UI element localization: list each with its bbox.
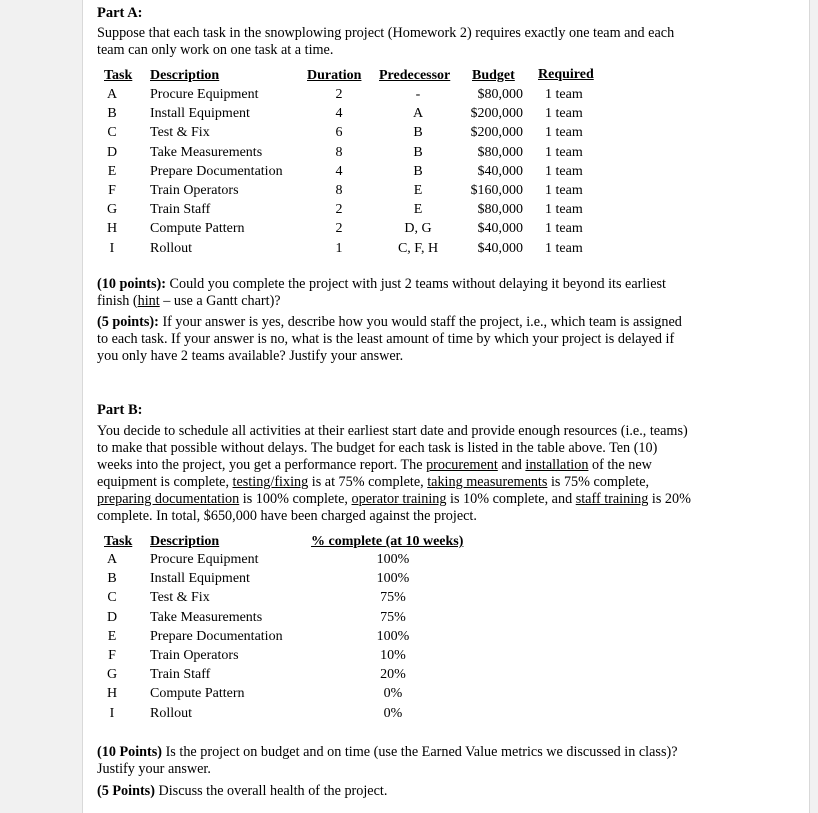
cell-task: D: [106, 609, 118, 625]
cell-description: Install Equipment: [150, 571, 250, 587]
cell-complete: 0%: [383, 705, 403, 721]
cell-task: H: [106, 221, 118, 237]
intro-line: team can only work on one task at a time.: [97, 42, 334, 58]
cell-task: D: [106, 144, 118, 160]
cell-task: C: [107, 125, 117, 141]
text: and: [497, 457, 526, 473]
part-b-question-2: [97, 783, 712, 800]
question-text: you only have 2 teams available? Justify your answer.: [97, 348, 404, 364]
cell-description: Prepare Documentation: [150, 163, 283, 179]
cell-task: F: [108, 648, 116, 663]
cell-predecessor: B: [413, 144, 423, 160]
cell-complete: 20%: [380, 667, 406, 683]
paragraph-line: complete. In total, $650,000 have been charged against the project.: [97, 508, 477, 524]
cell-description: Procure Equipment: [150, 552, 259, 567]
cell-description: Train Operators: [150, 183, 239, 198]
underlined-text: preparing documentation: [97, 491, 240, 507]
cell-duration: 8: [335, 183, 343, 198]
part-a-intro: [97, 25, 712, 59]
cell-task: B: [107, 571, 117, 587]
question-text: Discuss the overall health of the project.: [154, 783, 388, 799]
cell-duration: 2: [335, 87, 343, 102]
text: is 20%: [648, 491, 691, 507]
part-b-paragraph: [97, 423, 722, 525]
cell-predecessor: C, F, H: [397, 240, 439, 256]
cell-budget: $200,000: [470, 106, 523, 122]
cell-description: Compute Pattern: [150, 686, 245, 702]
hint-text: hint: [137, 293, 160, 309]
points-label: (5 points):: [97, 314, 159, 330]
text: weeks into the project, you get a performance report. The: [97, 457, 427, 473]
cell-predecessor: A: [412, 106, 424, 122]
text: equipment is complete,: [97, 474, 233, 490]
question-text: Is the project on budget and on time (use the Earned Value metrics we discussed in class)?: [162, 744, 678, 760]
question-text: Could you complete the project with just 2 teams without delaying it beyond its earliest: [169, 276, 667, 292]
col-header-duration: Duration: [307, 68, 362, 83]
cell-complete: 100%: [376, 628, 410, 644]
col-header-description: Description: [150, 68, 220, 83]
question-text: If your answer is yes, describe how you would staff the project, i.e., which team is assigned: [162, 314, 682, 330]
cell-required: 1 team: [545, 87, 583, 102]
cell-duration: 8: [335, 144, 343, 160]
part-b-question-1: [97, 744, 712, 778]
points-label: (10 Points): [97, 744, 163, 760]
text: of the new: [588, 457, 652, 473]
cell-description: Compute Pattern: [150, 221, 245, 237]
part-a-question-2: [97, 314, 712, 365]
cell-task: E: [107, 628, 117, 644]
col-header-task: Task: [104, 68, 133, 83]
cell-predecessor: B: [413, 125, 423, 141]
cell-predecessor: E: [413, 202, 423, 218]
cell-task: I: [109, 240, 115, 256]
question-text: Justify your answer.: [97, 761, 211, 777]
cell-duration: 4: [335, 106, 343, 122]
cell-budget: $200,000: [470, 125, 523, 141]
cell-description: Procure Equipment: [150, 87, 259, 102]
cell-required: 1 team: [545, 125, 583, 141]
cell-duration: 6: [335, 125, 343, 141]
text: is 100% complete,: [239, 491, 352, 507]
part-b-heading: Part B:: [97, 402, 143, 418]
question-text: to each task. If your answer is no, what is the least amount of time by which your project is delayed if: [97, 331, 675, 347]
cell-description: Rollout: [150, 240, 193, 256]
cell-description: Train Operators: [150, 648, 239, 663]
cell-task: E: [107, 163, 117, 179]
cell-budget: $80,000: [477, 87, 523, 102]
cell-task: B: [107, 106, 117, 122]
cell-description: Take Measurements: [150, 144, 263, 160]
cell-task: I: [109, 705, 115, 721]
cell-description: Prepare Documentation: [150, 628, 283, 644]
cell-duration: 2: [335, 221, 343, 237]
cell-description: Train Staff: [150, 667, 211, 683]
cell-task: H: [106, 686, 118, 702]
cell-required: 1 team: [545, 106, 583, 122]
cell-task: C: [107, 590, 117, 606]
cell-predecessor: -: [415, 87, 421, 102]
cell-task: F: [108, 183, 116, 198]
underlined-text: operator training: [351, 491, 447, 507]
col-header-required: Required: [538, 67, 594, 82]
cell-complete: 75%: [380, 609, 406, 625]
question-text: finish (: [97, 293, 138, 309]
underlined-text: testing/fixing: [232, 474, 309, 490]
question-text: – use a Gantt chart)?: [159, 293, 281, 309]
text: is 75% complete,: [547, 474, 650, 490]
text: is at 75% complete,: [308, 474, 428, 490]
cell-complete: 0%: [383, 686, 403, 702]
cell-task: G: [106, 202, 118, 218]
intro-line: Suppose that each task in the snowplowing project (Homework 2) requires exactly one team and each: [97, 25, 675, 41]
cell-required: 1 team: [545, 163, 583, 179]
part-a-question-1: [97, 276, 712, 310]
paragraph-line: You decide to schedule all activities at their earliest start date and provide enough resources (i.e., teams): [97, 423, 688, 439]
cell-budget: $160,000: [470, 183, 523, 198]
cell-required: 1 team: [545, 221, 583, 237]
cell-task: A: [106, 87, 118, 102]
cell-budget: $40,000: [477, 221, 523, 237]
cell-description: Install Equipment: [150, 106, 250, 122]
cell-complete: 10%: [380, 648, 406, 663]
cell-duration: 2: [335, 202, 343, 218]
col-header-description: Description: [150, 534, 220, 549]
cell-budget: $80,000: [477, 202, 523, 218]
cell-predecessor: D, G: [404, 221, 432, 237]
cell-duration: 1: [335, 240, 343, 256]
cell-required: 1 team: [545, 202, 583, 218]
cell-description: Test & Fix: [150, 125, 210, 141]
document-page: [82, 0, 810, 813]
underlined-text: installation: [525, 457, 589, 473]
col-header-task: Task: [104, 534, 133, 549]
cell-predecessor: B: [413, 163, 423, 179]
cell-duration: 4: [335, 163, 343, 179]
cell-required: 1 team: [545, 183, 583, 198]
underlined-text: taking measurements: [427, 474, 548, 490]
col-header-budget: Budget: [472, 68, 515, 83]
cell-description: Test & Fix: [150, 590, 210, 606]
cell-required: 1 team: [545, 240, 583, 256]
cell-predecessor: E: [413, 183, 423, 198]
cell-budget: $40,000: [477, 163, 523, 179]
cell-description: Train Staff: [150, 202, 211, 218]
text: is 10% complete, and: [446, 491, 576, 507]
points-label: (5 Points): [97, 783, 155, 799]
cell-task: G: [106, 667, 118, 683]
points-label: (10 points):: [97, 276, 166, 292]
col-header-complete: % complete (at 10 weeks): [311, 534, 464, 549]
cell-complete: 100%: [376, 571, 410, 587]
underlined-text: procurement: [426, 457, 498, 473]
cell-complete: 75%: [380, 590, 406, 606]
cell-budget: $80,000: [477, 144, 523, 160]
underlined-text: staff training: [575, 491, 649, 507]
cell-description: Take Measurements: [150, 609, 263, 625]
cell-description: Rollout: [150, 705, 193, 721]
paragraph-line: to make that possible without delays. The budget for each task is listed in the table above. Ten (10): [97, 440, 658, 456]
cell-complete: 100%: [376, 552, 410, 567]
cell-task: A: [106, 552, 118, 567]
col-header-predecessor: Predecessor: [379, 68, 451, 83]
cell-budget: $40,000: [477, 240, 523, 256]
part-a-heading: Part A:: [97, 5, 143, 21]
cell-required: 1 team: [545, 144, 583, 160]
